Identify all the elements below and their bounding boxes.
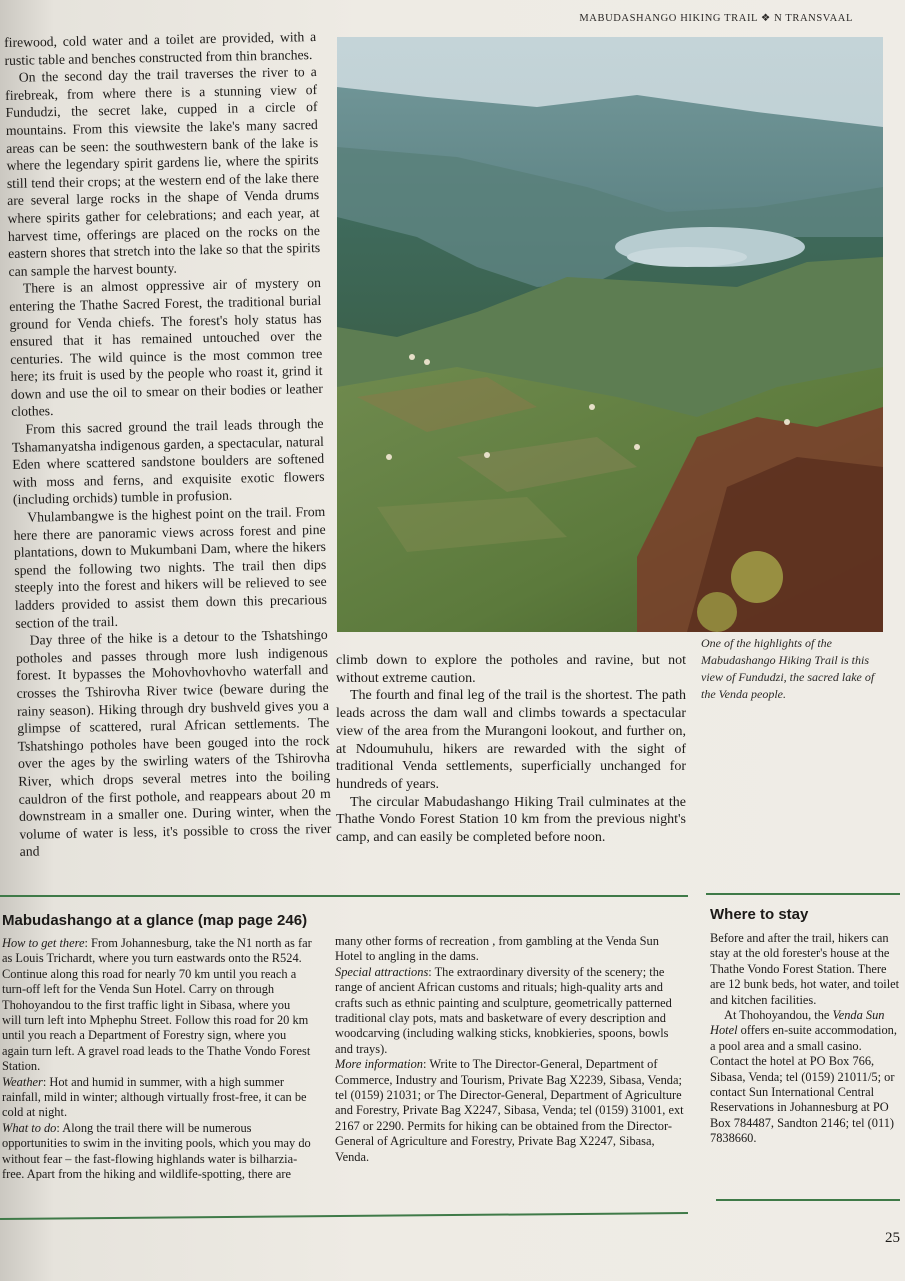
label: Weather — [2, 1074, 43, 1089]
paragraph: Day three of the hike is a detour to the Tshatshingo potholes and passes through more lush indigenous forest. It bypasses the Mohovhovhovho waterfall and crosses the Tshirovha River twice (beware during the rainy season). Hiking through dry bushveld gives you a glimpse of scattered, rural African settlements. The Tshatshingo potholes have been gouged into the rock over the ages by the swirling waters of the Tshirovha River, which drops several metres into the boiling cauldron of the first pothole, and reappears about 20 m downstream in a smaller one. During winter, when the volume of water is less, it's possible to cross the river and — [15, 627, 332, 860]
page-number: 25 — [885, 1230, 900, 1246]
text: : Write to The Director-General, Department of Commerce, Industry and Tourism, Private Bag X2239, Sibasa, Venda; tel (0159) 21031; or The Director-General, Department of Agriculture and Forestry, Private Bag X2247, Sibasa, Venda; tel (0159) 31001, ext 2167 or 2290. Permits for hiking can be obtained from the Director-General of Agriculture and Forestry, Private Bag X2247, Sibasa, Venda. — [335, 1057, 684, 1164]
paragraph: The fourth and final leg of the trail is the shortest. The path leads across the dam wall and climbs towards a spectacular view of the area from the Murangoni lookout, and further on, at Ndoumuhulu, hikers are rewarded with the sight of traditional Venda settlements, superficially unchanged for hundreds of years. — [336, 688, 686, 792]
text: : Along the trail there will be numerous opportunities to swim in the inviting pools, which you may do without fear – the fast-flowing highlands water is bilharzia-free. Apart from the hiking and wildlife-spotting, there are — [2, 1120, 311, 1182]
how-to-get-there — [2, 936, 312, 1075]
running-header: MABUDASHANGO HIKING TRAIL ❖ N TRANSVAAL — [579, 13, 853, 24]
text: : Hot and humid in summer, with a high summer rainfall, mild in winter; although virtually frost-free, it can be cold at night. — [2, 1074, 307, 1120]
what-to-do — [2, 1121, 312, 1183]
special-attractions — [335, 965, 687, 1057]
landscape-photo — [337, 37, 883, 632]
where-to-stay-title: Where to stay — [710, 906, 809, 923]
box-top-rule-right — [706, 893, 900, 895]
paragraph: From this sacred ground the trail leads through the Tshamanyatsha indigenous garden, a spectacular, natural Eden where scattered sandstone boulders are softened with moss and ferns, and exquisite exotic flowers (including orchids) tumble in profusion. — [11, 416, 325, 508]
paragraph: Before and after the trail, hikers can stay at the old forester's house at the Thathe Vondo Forest Station. There are 12 bunk beds, hot water, and toilet and kitchen facilities. — [710, 931, 900, 1007]
paragraph — [710, 1008, 900, 1147]
photo-caption: One of the highlights of the Mabudashango Hiking Trail is this view of Fundudzi, the sacred lake of the Venda people. — [701, 636, 875, 701]
glance-box-title: Mabudashango at a glance (map page 246) — [2, 912, 308, 929]
where-to-stay-body — [710, 931, 900, 1147]
recreation: many other forms of recreation , from gambling at the Venda Sun Hotel to angling in the dams. — [335, 934, 659, 964]
box-bottom-rule-right — [716, 1199, 900, 1201]
left-text-column — [4, 28, 332, 861]
weather — [2, 1075, 312, 1121]
hotel-name: Venda Sun Hotel — [710, 1008, 885, 1038]
paragraph: climb down to explore the potholes and ravine, but not without extreme caution. — [336, 653, 686, 686]
more-information — [335, 1057, 687, 1165]
middle-text-column — [336, 652, 686, 847]
paragraph: On the second day the trail traverses the river to a firebreak, from where there is a stunning view of Fundudzi, the secret lake, cupped in a circle of mountains. From this viewsite the lake's many sacred areas can be seen: the southwestern bank of the lake is where the legendary spirit gardens lie, where the spirits still tend their crops; at the western end of the lake there are several large rocks in the shape of Venda drums where spirits gather for celebrations; and each year, at harvest time, offerings are placed on the rocks on the eastern shores that stretch into the lake so that the spirits can sample the harvest bounty. — [5, 64, 321, 279]
text: : From Johannesburg, take the N1 north as far as Louis Trichardt, where you turn eastwards onto the R524. Continue along this road for nearly 70 km until you reach a turn-off left for the Venda Sun Hotel. Carry on through Thohoyandou to the first traffic light in Sibasa, where you will turn left into Mphephu Street. Follow this road for 20 km until you reach a Department of Forestry sign, where you again turn left. A gravel road leads to the Thathe Vondo Forest Station. — [2, 936, 312, 1074]
glance-box-middle — [335, 934, 687, 1165]
text: : The extraordinary diversity of the scenery; the range of ancient African customs and rituals; high-quality arts and crafts such as ethnic painting and sculpture, geometrically patterned traditional clay pots, mats and basketware of every description and woodcarving (including walking sticks, knobkieries, spoons, bowls and trays). — [335, 964, 672, 1056]
lake-valley-illustration — [337, 37, 883, 632]
label: Special attractions — [335, 964, 429, 979]
paragraph: Vhulambangwe is the highest point on the trail. From here there are panoramic views across forest and pine plantations, down to Mukumbani Dam, where the hikers spend the following two nights. The trail then dips steeply into the forest and hikers will be relieved to see ladders provided to assist them down this precarious section of the trail. — [13, 503, 328, 631]
label: How to get there — [2, 936, 85, 950]
box-bottom-rule — [0, 1212, 688, 1220]
paragraph: The circular Mabudashango Hiking Trail culminates at the Thathe Vondo Forest Station 10 km from the previous night's camp, and can easily be completed before noon. — [336, 794, 686, 846]
text: offers en-suite accommodation, a pool area and a small casino. Contact the hotel at PO Box 766, Sibasa, Venda; tel (0159) 21011/5; or contact Sun International Central Reservations in Johannesburg at PO Box 784487, Sandton 2146; tel (011) 7838660. — [710, 1023, 897, 1146]
paragraph: firewood, cold water and a toilet are provided, with a rustic table and benches constructed from thin branches. — [4, 29, 317, 68]
paragraph: There is an almost oppressive air of mystery on entering the Thathe Sacred Forest, the traditional burial ground for Venda chiefs. The forest's holy status has ensured that it has remained untouched over the centuries. The wild quince is the most common tree here; its fruit is used by the people who roast it, grind it down and use the oil to smear on their bodies or leather clothes. — [9, 275, 324, 420]
label: What to do — [2, 1120, 57, 1135]
text: At Thohoyandou, the — [724, 1008, 833, 1023]
glance-box-left — [2, 936, 312, 1183]
box-top-rule — [0, 895, 688, 897]
label: More information — [335, 1057, 423, 1072]
